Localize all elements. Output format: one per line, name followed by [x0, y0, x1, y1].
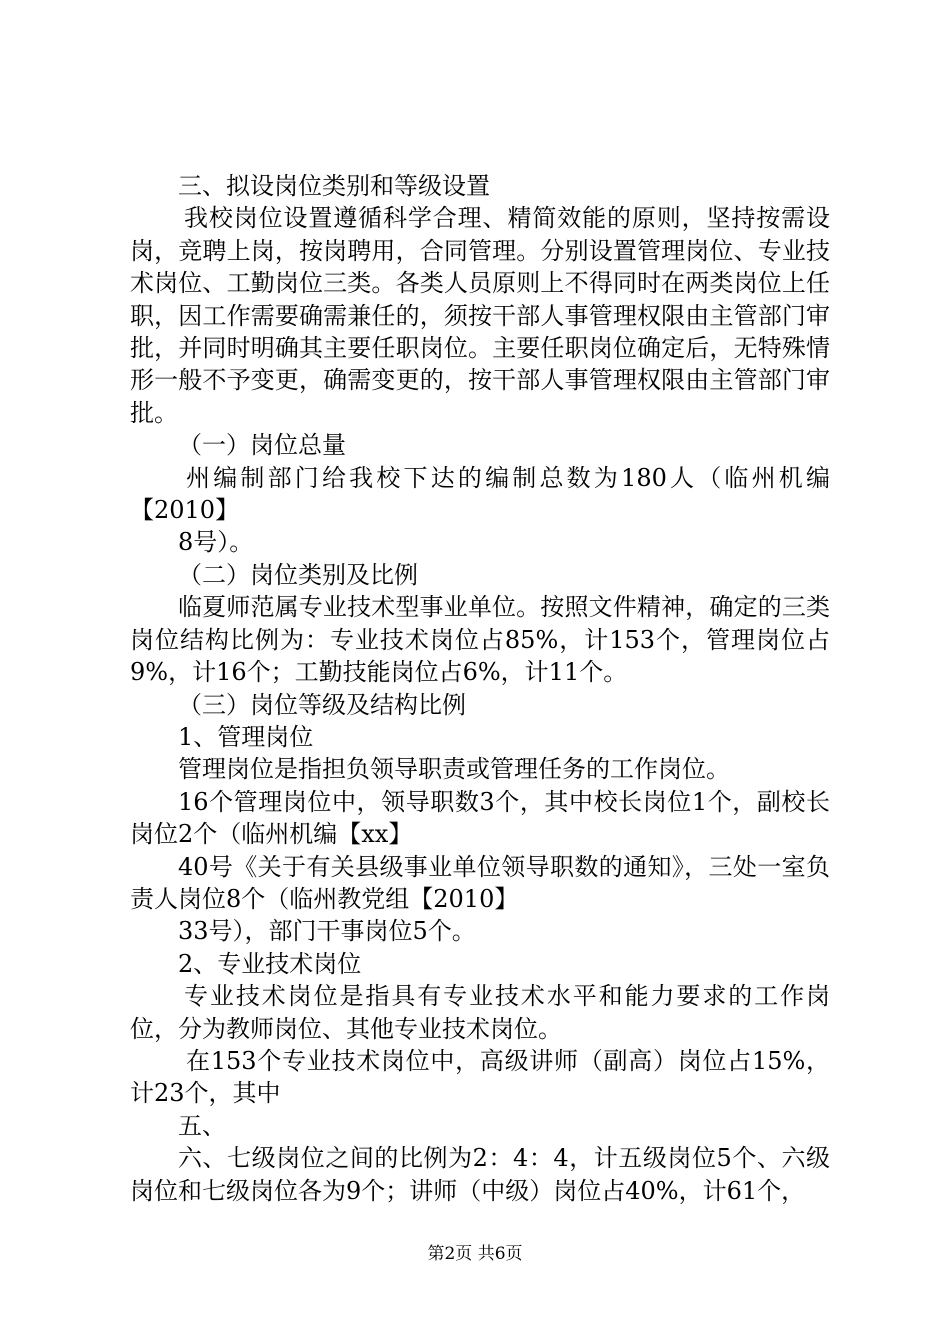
- paragraph-heading-total: （一）岗位总量: [178, 431, 346, 460]
- paragraph-heading-level: （三）岗位等级及结构比例: [178, 690, 466, 719]
- page-footer: 第2页 共6页: [427, 1244, 523, 1264]
- paragraph-heading-tech: 2、专业技术岗位: [178, 949, 362, 978]
- paragraph-heading-category: （二）岗位类别及比例: [178, 560, 418, 589]
- paragraph-p-tech-count: 在153个专业技术岗位中，高级讲师（副高）岗位占15%，计23个，其中: [130, 1046, 830, 1108]
- document-body: [130, 170, 830, 1207]
- paragraph-heading-3: 三、拟设岗位类别和等级设置: [178, 172, 490, 200]
- paragraph-p-mgmt-count: 16个管理岗位中，领导职数3个，其中校长岗位1个，副校长岗位2个（临州机编【xx】: [130, 787, 830, 849]
- paragraph-p-mgmt-staff: 33号），部门干事岗位5个。: [178, 917, 476, 946]
- paragraph-p-five: 五、: [178, 1111, 226, 1140]
- paragraph-p-category: 临夏师范属专业技术型事业单位。按照文件精神，确定的三类岗位结构比例为：专业技术岗位占85%，计153个，管理岗位占9%，计16个；工勤技能岗位占6%，计11个。: [130, 593, 830, 687]
- paragraph-p-six: 六、七级岗位之间的比例为2：4：4，计五级岗位5个、六级岗位和七级岗位各为9个；讲师（中级）岗位占40%，计61个，: [130, 1144, 830, 1205]
- paragraph-p-total-num: 8号）。: [178, 528, 254, 557]
- paragraph-heading-mgmt: 1、管理岗位: [178, 722, 314, 751]
- paragraph-p-mgmt-def: 管理岗位是指担负领导职责或管理任务的工作岗位。: [178, 755, 730, 784]
- paragraph-p-principle: 我校岗位设置遵循科学合理、精简效能的原则，坚持按需设岗，竞聘上岗，按岗聘用，合同管理。分别设置管理岗位、专业技术岗位、工勤岗位三类。各类人员原则上不得同时在两类岗位上任职，因工作需要确需兼任的，须按干部人事管理权限由主管部门审批，并同时明确其主要任职岗位。主要任职岗位确定后，无特殊情形一般不予变更，确需变更的，按干部人事管理权限由主管部门审批。: [130, 204, 830, 427]
- paragraph-p-tech-def: 专业技术岗位是指具有专业技术水平和能力要求的工作岗位，分为教师岗位、其他专业技术岗位。: [130, 982, 830, 1043]
- paragraph-p-mgmt-doc: 40号《关于有关县级事业单位领导职数的通知》，三处一室负责人岗位8个（临州教党组【2010】: [130, 852, 830, 913]
- paragraph-p-total: 州编制部门给我校下达的编制总数为180人（临州机编【2010】: [130, 463, 830, 525]
